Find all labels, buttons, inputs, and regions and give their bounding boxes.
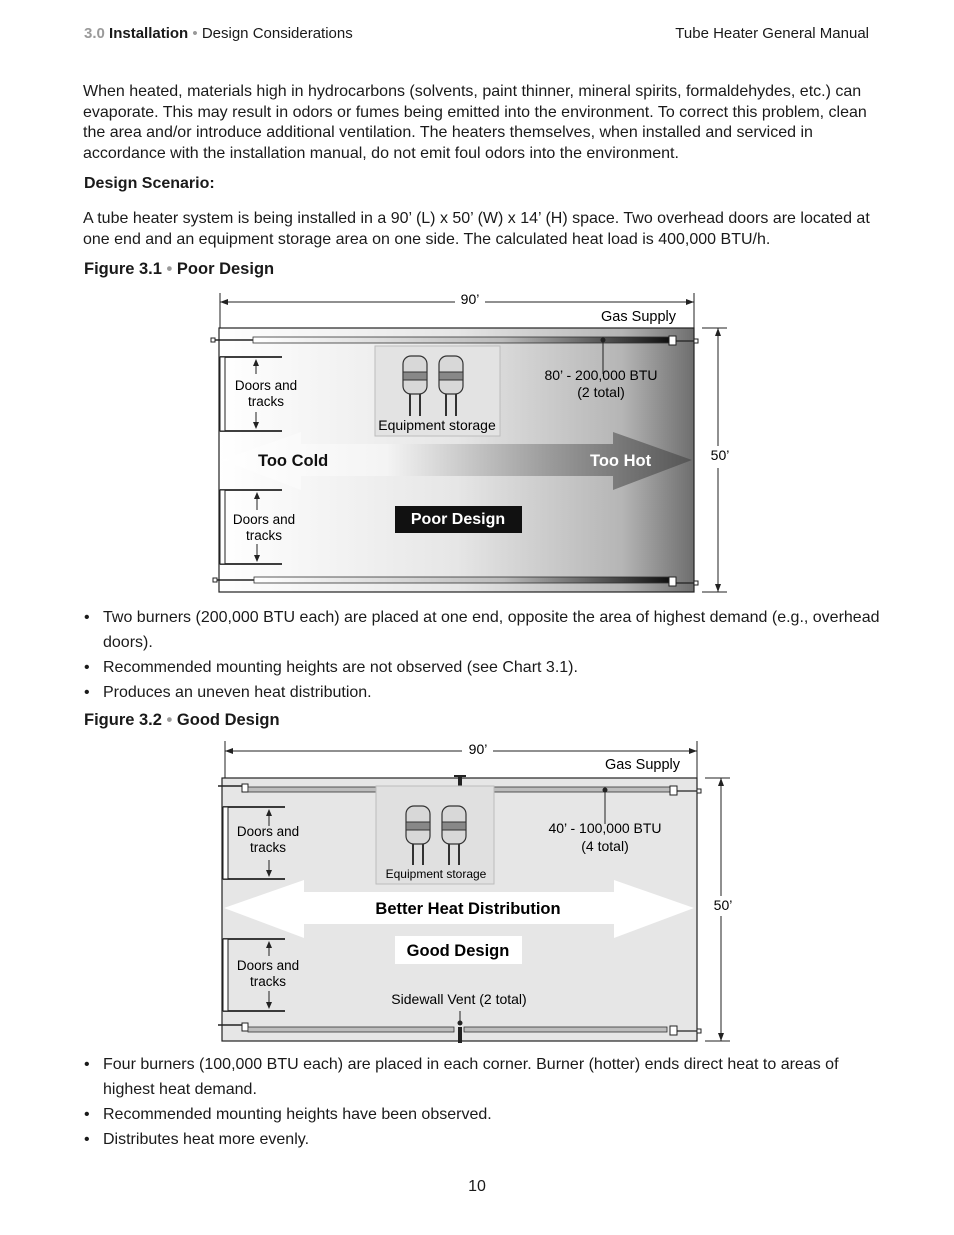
better-heat-label: Better Heat Distribution: [375, 900, 561, 918]
figure1-bullets: [83, 605, 883, 705]
doors-label-line1: Doors and: [236, 824, 300, 839]
dim-arrowhead-right: [686, 299, 694, 305]
section-name: Installation: [109, 25, 189, 42]
burner-top: [669, 336, 676, 345]
running-header-manual: Tube Heater General Manual: [675, 25, 869, 42]
figure2-label: Figure 3.2: [84, 711, 162, 729]
gas-valve-bottom: [697, 1029, 701, 1033]
header-separator: •: [192, 25, 198, 42]
section-number: 3.0: [84, 25, 105, 42]
page-number: 10: [468, 1178, 486, 1195]
heater-tube-top-right: [464, 787, 670, 792]
equipment-storage-label: Equipment storage: [378, 417, 496, 433]
good-design-diagram: [210, 738, 750, 1050]
sidewall-vent-label: Sidewall Vent (2 total): [391, 991, 527, 1007]
running-header-section: [84, 25, 353, 42]
burner-spec-line1: 40’ - 100,000 BTU: [548, 820, 662, 836]
scenario-heading: Design Scenario:: [84, 175, 215, 192]
figure1-label: Figure 3.1: [84, 260, 162, 278]
burner-top-right: [670, 786, 677, 795]
dim-arrowhead-right: [689, 748, 697, 754]
doors-label-line2: tracks: [249, 840, 287, 855]
burner-spec-line2: (4 total): [581, 838, 629, 854]
doors-label2-line1: Doors and: [232, 512, 296, 527]
sidewall-vent-bottom: [458, 1027, 462, 1043]
list-item: • Distributes heat more evenly.: [83, 1127, 883, 1152]
dim-width-arrow-top: [715, 328, 721, 336]
heater-tube-bottom-left: [248, 1027, 454, 1032]
figure2-bullets: [83, 1052, 883, 1152]
intro-paragraph: When heated, materials high in hydrocarbons (solvents, paint thinner, mineral spirits, formaldehydes, etc.) can evaporate. This may result in odors or fumes being emitted into the environment. To correct this problem, clean the area and/or introduce additional ventilation. The heaters themselves, when installed and serviced in accordance with the installation manual, do not emit foul odors into the environment.: [83, 83, 867, 162]
overhead-door-upper: [220, 357, 225, 431]
gas-valve-top-left: [211, 338, 215, 342]
figure1-name: Poor Design: [176, 260, 275, 278]
list-item: • Produces an uneven heat distribution.: [83, 680, 883, 705]
figure2-title: [84, 711, 280, 730]
figure1-separator: •: [166, 260, 173, 278]
list-item: • Recommended mounting heights have been observed.: [83, 1102, 883, 1127]
gas-valve-bottom-left: [213, 578, 217, 582]
doors-label2-line1: Doors and: [236, 958, 300, 973]
gas-supply-label: Gas Supply: [605, 757, 680, 773]
figure2-separator: •: [166, 711, 173, 729]
subsection-name: Design Considerations: [201, 25, 353, 42]
list-item: • Two burners (200,000 BTU each) are placed at one end, opposite the area of highest demand (e.g., overhead doors).: [83, 605, 883, 655]
dim-length-label: 90’: [468, 741, 488, 757]
gas-valve-bottom: [694, 581, 698, 585]
overhead-door-upper: [223, 807, 228, 879]
list-item: • Four burners (100,000 BTU each) are placed in each corner. Burner (hotter) ends direct heat to areas of highest heat demand.: [83, 1052, 883, 1102]
heater-tube-bottom: [254, 577, 669, 583]
gas-valve-top: [697, 789, 701, 793]
too-cold-label: Too Cold: [258, 452, 329, 470]
too-hot-label: Too Hot: [590, 452, 652, 470]
dim-arrowhead-left: [225, 748, 233, 754]
doors-label-line1: Doors and: [234, 378, 298, 393]
scenario-paragraph: A tube heater system is being installed in a 90’ (L) x 50’ (W) x 14’ (H) space. Two overhead doors are located at one end and an equipment storage area on one side. The calculated heat load is 400,000 BTU/h.: [83, 210, 870, 248]
overhead-door-lower: [223, 939, 228, 1011]
burner-bottom: [669, 577, 676, 586]
doors-label2-line2: tracks: [249, 974, 287, 989]
dim-width-label: 50’: [710, 447, 730, 463]
overhead-door-lower: [220, 490, 225, 564]
heater-tube-bottom-right: [464, 1027, 667, 1032]
good-design-badge-label: Good Design: [406, 942, 510, 960]
poor-design-badge-label: Poor Design: [410, 511, 506, 528]
equipment-storage-label: Equipment storage: [385, 867, 487, 881]
burner-bottom-left: [242, 1023, 248, 1031]
burner-spec-line2: (2 total): [577, 384, 625, 400]
figure2-name: Good Design: [176, 711, 280, 729]
gas-valve-top: [694, 339, 698, 343]
dim-width-arrow-bottom: [715, 584, 721, 592]
figure1-title: [84, 260, 274, 279]
burner-spec-line1: 80’ - 200,000 BTU: [544, 367, 658, 383]
gas-supply-label: Gas Supply: [601, 309, 676, 325]
dim-width-arrow-top: [718, 778, 724, 786]
poor-design-diagram: [205, 288, 745, 600]
list-item: • Recommended mounting heights are not observed (see Chart 3.1).: [83, 655, 883, 680]
burner-top-left: [242, 784, 248, 792]
burner-bottom-right: [670, 1026, 677, 1035]
dim-arrowhead-left: [220, 299, 228, 305]
dim-width-label: 50’: [713, 897, 733, 913]
doors-label2-line2: tracks: [245, 528, 283, 543]
dim-length-label: 90’: [460, 291, 480, 307]
heater-tube-top: [253, 337, 669, 343]
dim-width-arrow-bottom: [718, 1033, 724, 1041]
doors-label-line2: tracks: [247, 394, 285, 409]
